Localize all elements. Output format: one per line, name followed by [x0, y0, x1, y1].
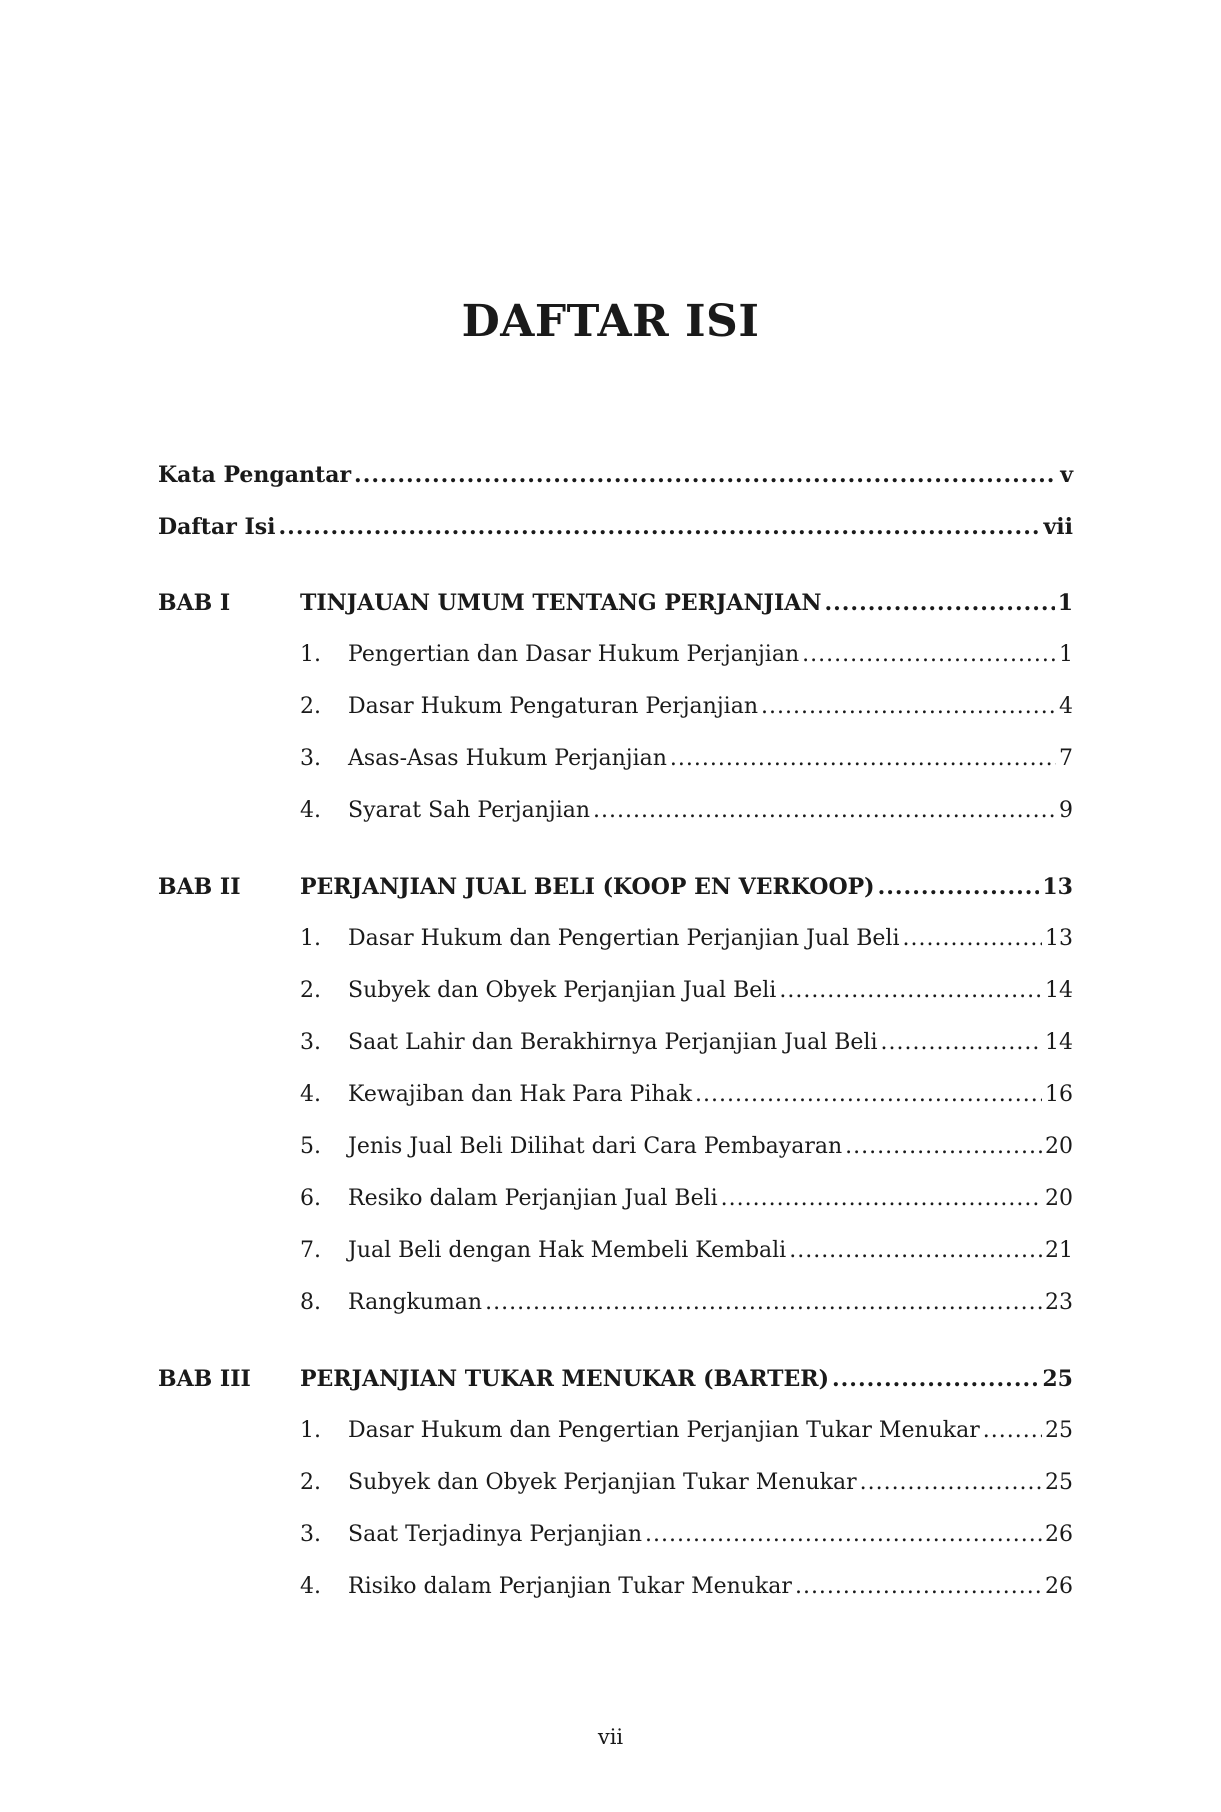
leader-dots: [695, 1082, 1042, 1107]
chapter-heading-bab-2: [158, 874, 1073, 926]
subentry-page: 14: [1045, 1030, 1073, 1055]
toc-subentry: [158, 1418, 1073, 1470]
leader-dots: [485, 1290, 1042, 1315]
subentry-label: Resiko dalam Perjanjian Jual Beli: [348, 1186, 718, 1211]
subentry-label: Kewajiban dan Hak Para Pihak: [348, 1082, 693, 1107]
subentry-number: 4.: [300, 798, 321, 823]
subentry-page: 16: [1045, 1082, 1073, 1107]
subentry-label: Dasar Hukum dan Pengertian Perjanjian Jual Beli: [348, 926, 900, 951]
leader-dots: [832, 1366, 1039, 1392]
chapter-heading-bab-3: [158, 1366, 1073, 1418]
toc-subentry: [158, 926, 1073, 978]
leader-dots: [645, 1522, 1042, 1547]
leader-dots: [354, 462, 1057, 488]
leader-dots: [845, 1134, 1042, 1159]
subentry-label: Subyek dan Obyek Perjanjian Jual Beli: [348, 978, 777, 1003]
toc-subentry: [158, 1082, 1073, 1134]
page-title: DAFTAR ISI: [461, 296, 760, 347]
subentry-label: Saat Terjadinya Perjanjian: [348, 1522, 643, 1547]
subentry-number: 2.: [300, 978, 321, 1003]
toc-subentry: [158, 1290, 1073, 1342]
toc-entry-label: Daftar Isi: [158, 514, 276, 540]
subentry-number: 5.: [300, 1134, 321, 1159]
toc-subentry: [158, 1134, 1073, 1186]
toc-subentry: [158, 798, 1073, 850]
leader-dots: [824, 590, 1054, 616]
leader-dots: [779, 978, 1042, 1003]
subentry-label: Syarat Sah Perjanjian: [348, 798, 591, 823]
subentry-page: 25: [1045, 1418, 1073, 1443]
subentry-label: Saat Lahir dan Berakhirnya Perjanjian Jual Beli: [348, 1030, 878, 1055]
leader-dots: [721, 1186, 1042, 1211]
subentry-label: Jual Beli dengan Hak Membeli Kembali: [348, 1238, 787, 1263]
chapter-title: TINJAUAN UMUM TENTANG PERJANJIAN: [300, 590, 822, 616]
toc-subentry: [158, 694, 1073, 746]
subentry-number: 1.: [300, 642, 321, 667]
subentry-number: 4.: [300, 1574, 321, 1599]
subentry-page: 26: [1045, 1574, 1073, 1599]
toc-subentry: [158, 1238, 1073, 1290]
subentry-number: 7.: [300, 1238, 321, 1263]
leader-dots: [983, 1418, 1042, 1443]
chapter-number: BAB II: [158, 874, 241, 900]
subentry-number: 4.: [300, 1082, 321, 1107]
subentry-label: Subyek dan Obyek Perjanjian Tukar Menukar: [348, 1470, 857, 1495]
leader-dots: [881, 1030, 1042, 1055]
subentry-label: Dasar Hukum dan Pengertian Perjanjian Tukar Menukar: [348, 1418, 980, 1443]
toc-entry-label: Kata Pengantar: [158, 462, 352, 488]
subentry-page: 1: [1059, 642, 1073, 667]
subentry-page: 21: [1045, 1238, 1073, 1263]
subentry-number: 3.: [300, 746, 321, 771]
leader-dots: [593, 798, 1056, 823]
toc-entry-kata-pengantar: [158, 462, 1073, 514]
subentry-page: 20: [1045, 1186, 1073, 1211]
leader-dots: [802, 642, 1056, 667]
chapter-number: BAB III: [158, 1366, 251, 1392]
subentry-number: 1.: [300, 1418, 321, 1443]
toc-subentry: [158, 1470, 1073, 1522]
subentry-label: Dasar Hukum Pengaturan Perjanjian: [348, 694, 758, 719]
subentry-label: Jenis Jual Beli Dilihat dari Cara Pembayaran: [348, 1134, 843, 1159]
page-number: vii: [597, 1725, 624, 1749]
toc-entry-page: v: [1060, 462, 1073, 488]
subentry-number: 8.: [300, 1290, 321, 1315]
toc-subentry: [158, 642, 1073, 694]
subentry-number: 2.: [300, 694, 321, 719]
subentry-label: Risiko dalam Perjanjian Tukar Menukar: [348, 1574, 792, 1599]
subentry-number: 1.: [300, 926, 321, 951]
subentry-page: 26: [1045, 1522, 1073, 1547]
subentry-page: 7: [1059, 746, 1073, 771]
subentry-page: 4: [1059, 694, 1073, 719]
leader-dots: [789, 1238, 1042, 1263]
leader-dots: [761, 694, 1056, 719]
table-of-contents: [158, 462, 1073, 1626]
subentry-number: 6.: [300, 1186, 321, 1211]
subentry-page: 20: [1045, 1134, 1073, 1159]
toc-subentry: [158, 1522, 1073, 1574]
leader-dots: [795, 1574, 1042, 1599]
leader-dots: [670, 746, 1056, 771]
subentry-page: 25: [1045, 1470, 1073, 1495]
leader-dots: [878, 874, 1040, 900]
toc-subentry: [158, 1574, 1073, 1626]
toc-subentry: [158, 1030, 1073, 1082]
subentry-page: 23: [1045, 1290, 1073, 1315]
leader-dots: [903, 926, 1042, 951]
chapter-heading-bab-1: [158, 590, 1073, 642]
chapter-page: 25: [1042, 1366, 1073, 1392]
chapter-page: 13: [1042, 874, 1073, 900]
subentry-label: Rangkuman: [348, 1290, 483, 1315]
chapter-number: BAB I: [158, 590, 231, 616]
chapter-title: PERJANJIAN TUKAR MENUKAR (BARTER): [300, 1366, 829, 1392]
subentry-page: 13: [1045, 926, 1073, 951]
leader-dots: [279, 514, 1041, 540]
subentry-page: 14: [1045, 978, 1073, 1003]
chapter-title: PERJANJIAN JUAL BELI (KOOP EN VERKOOP): [300, 874, 875, 900]
toc-entry-daftar-isi: [158, 514, 1073, 566]
subentry-page: 9: [1059, 798, 1073, 823]
subentry-number: 3.: [300, 1030, 321, 1055]
subentry-label: Pengertian dan Dasar Hukum Perjanjian: [348, 642, 800, 667]
subentry-number: 3.: [300, 1522, 321, 1547]
toc-subentry: [158, 978, 1073, 1030]
subentry-number: 2.: [300, 1470, 321, 1495]
subentry-label: Asas-Asas Hukum Perjanjian: [348, 746, 667, 771]
toc-subentry: [158, 746, 1073, 798]
toc-entry-page: vii: [1043, 514, 1073, 540]
toc-subentry: [158, 1186, 1073, 1238]
chapter-page: 1: [1057, 590, 1073, 616]
leader-dots: [860, 1470, 1042, 1495]
